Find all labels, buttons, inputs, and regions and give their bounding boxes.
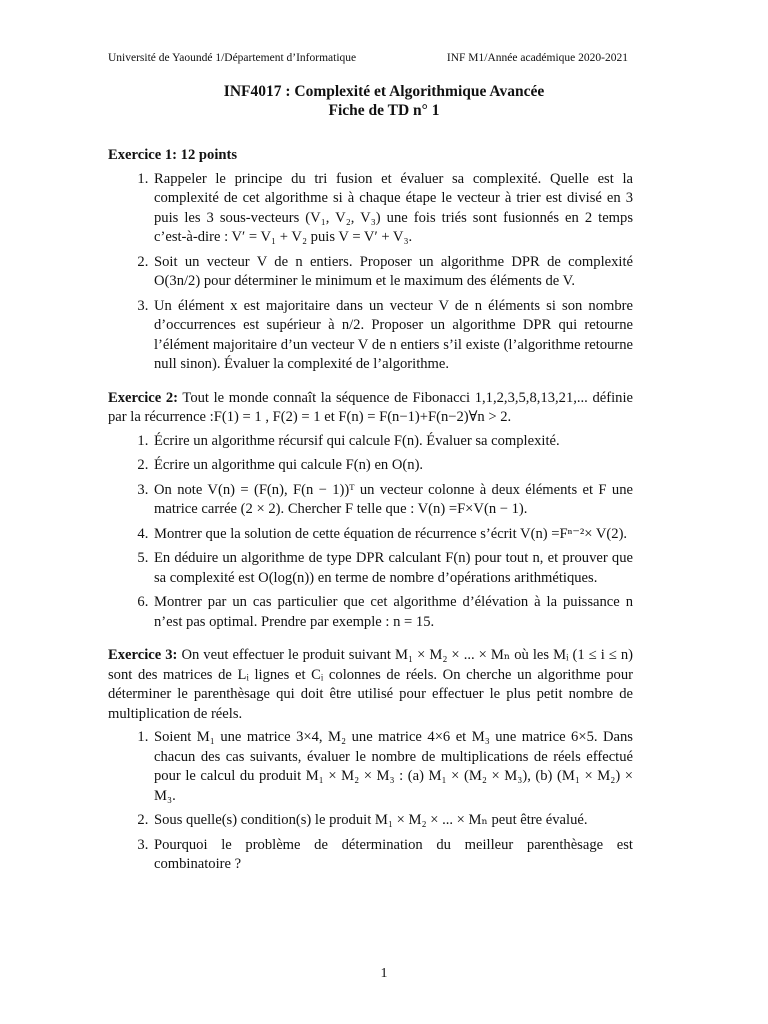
question: 1. Rappeler le principe du tri fusion et évaluer sa complexité. Quelle est la complexité de cet algorithme si à chaque étape le vecteur à trier est divisé en 3 puis les 3 sous-vecteurs (V₁, V₂, V₃) une fois triés sont fusionnés en 2 temps c’est-à-dire : V′ = V₁ + V₂ puis V = V′ + V₃. — [152, 170, 633, 248]
exercise-intro — [108, 646, 633, 724]
header-left: Université de Yaoundé 1/Département d’Informatique — [108, 52, 357, 64]
exercise-intro-text: On veut effectuer le produit suivant M₁ × M₂ × ... × Mₙ où les Mᵢ (1 ≤ i ≤ n) sont des matrices de Lᵢ lignes et Cᵢ colonnes de réels. On cherche un algorithme pour déterminer le parenthèsage qui doit être utilisé pour effectuer le plus petit nombre de multiplication de réels. — [108, 647, 633, 722]
header-right: INF M1/Année académique 2020-2021 — [446, 52, 628, 64]
page-header — [108, 52, 628, 64]
question: 2. Sous quelle(s) condition(s) le produit M₁ × M₂ × ... × Mₙ peut être évalué. — [152, 811, 633, 831]
question-list — [108, 170, 633, 375]
question: 3. On note V(n) = (F(n), F(n − 1))ᵀ un vecteur colonne à deux éléments et F une matrice carrée (2 × 2). Chercher F telle que : V(n) =F×V(n − 1). — [152, 481, 633, 520]
exercise-2 — [108, 389, 633, 633]
exercise-intro — [108, 146, 633, 166]
question: 3. Un élément x est majoritaire dans un vecteur V de n éléments si son nombre d’occurrences est supérieur à n/2. Proposer un algorithme DPR qui retourne l’élément majoritaire d’un vecteur V de n entiers s’il existe (l’algorithme retourne null sinon). Évaluer la complexité de l’algorithme. — [152, 297, 633, 375]
exercise-title: Exercice 1: 12 points — [108, 147, 238, 163]
page-number: 1 — [380, 966, 388, 981]
question: 1. Écrire un algorithme récursif qui calcule F(n). Évaluer sa complexité. — [152, 432, 633, 452]
question: 3. Pourquoi le problème de détermination du meilleur parenthèsage est combinatoire ? — [152, 836, 633, 875]
question-list — [108, 432, 633, 633]
title-line-2: Fiche de TD n° 1 — [328, 102, 440, 119]
question: 5. En déduire un algorithme de type DPR calculant F(n) pour tout n, et prouver que sa complexité est O(log(n)) en terme de nombre d’opérations arithmétiques. — [152, 549, 633, 588]
exercise-intro-text: Tout le monde connaît la séquence de Fibonacci 1,1,2,3,5,8,13,21,... définie par la récurrence :F(1) = 1 , F(2) = 1 et F(n) = F(n−1)+F(n−2)∀n > 2. — [108, 389, 633, 425]
exercise-intro — [108, 389, 633, 428]
exercises — [108, 146, 633, 889]
question: 4. Montrer que la solution de cette équation de récurrence s’écrit V(n) =Fⁿ⁻²× V(2). — [152, 525, 633, 545]
title-line-1: INF4017 : Complexité et Algorithmique Avancée — [223, 83, 545, 100]
document-title — [0, 82, 768, 120]
question: 1. Soient M₁ une matrice 3×4, M₂ une matrice 4×6 et M₃ une matrice 6×5. Dans chacun des cas suivants, évaluer le nombre de multiplications de réels effectué pour le calcul du produit M₁ × M₂ × M₃ : (a) M₁ × (M₂ × M₃), (b) (M₁ × M₂) × M₃. — [152, 728, 633, 806]
exercise-title: Exercice 2: — [108, 389, 179, 406]
question: 2. Écrire un algorithme qui calcule F(n) en O(n). — [152, 456, 633, 476]
question: 6. Montrer par un cas particulier que cet algorithme d’élévation à la puissance n n’est pas optimal. Prendre par exemple : n = 15. — [152, 593, 633, 632]
exercise-1 — [108, 146, 633, 375]
exercise-3 — [108, 646, 633, 875]
question: 2. Soit un vecteur V de n entiers. Proposer un algorithme DPR de complexité O(3n/2) pour déterminer le minimum et le maximum des éléments de V. — [152, 253, 633, 292]
question-list — [108, 728, 633, 875]
exercise-title: Exercice 3: — [108, 647, 178, 663]
